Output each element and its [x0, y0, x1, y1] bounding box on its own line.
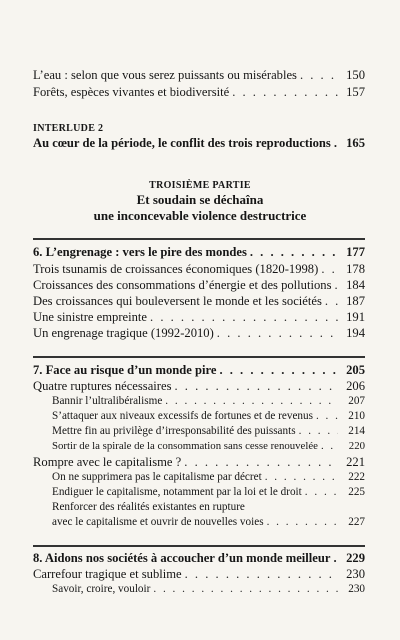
- leader-dots: [219, 363, 338, 378]
- leader-dots: [165, 395, 338, 407]
- entry-page: 229: [346, 551, 365, 565]
- entry-title: Sortir de la spirale de la consommation sans cesse renouvelée: [52, 440, 318, 452]
- toc-subentry: [52, 410, 365, 422]
- leader-dots: [250, 245, 338, 260]
- toc-subentry: [52, 516, 365, 528]
- toc-entry: [33, 310, 365, 325]
- chapter-title: 6. L’engrenage : vers le pire des mondes: [33, 245, 247, 259]
- leader-dots: [300, 68, 338, 83]
- chapter-title: 8. Aidons nos sociétés à accoucher d’un monde meilleur: [33, 551, 331, 565]
- entry-page: 191: [346, 310, 365, 324]
- chapter-title: 7. Face au risque d’un monde pire: [33, 363, 217, 377]
- toc-subentry: [52, 425, 365, 437]
- entry-page: 221: [346, 455, 365, 469]
- entry-title: Trois tsunamis de croissances économiques (1820-1998): [33, 262, 319, 276]
- entry-page: 227: [348, 516, 365, 528]
- part-label: TROISIÈME PARTIE: [149, 180, 251, 191]
- interlude-label: INTERLUDE 2: [33, 123, 104, 134]
- entry-page: 222: [348, 471, 365, 483]
- leader-dots: [316, 410, 338, 422]
- entry-title: Carrefour tragique et sublime: [33, 567, 182, 581]
- entry-page: 225: [348, 486, 365, 498]
- chapter-7-entry: [33, 363, 365, 378]
- leader-dots: [232, 85, 338, 100]
- entry-title: Mettre fin au privilège d’irresponsabilité des puissants: [52, 425, 296, 437]
- entry-page: 157: [346, 85, 365, 99]
- toc-entry: [33, 68, 365, 83]
- toc-subentry: [52, 486, 365, 498]
- entry-title: S’attaquer aux niveaux excessifs de fortunes et de revenus: [52, 410, 313, 422]
- toc-subentry: [52, 395, 365, 407]
- entry-page: 165: [346, 136, 365, 150]
- leader-dots: [265, 471, 338, 483]
- entry-title: Croissances des consommations d’énergie et des pollutions: [33, 278, 332, 292]
- leader-dots: [334, 278, 338, 293]
- leader-dots: [150, 310, 338, 325]
- toc-entry: [33, 294, 365, 309]
- entry-title: On ne supprimera pas le capitalisme par décret: [52, 471, 262, 483]
- entry-page: 194: [346, 326, 365, 340]
- toc-section: [33, 379, 365, 394]
- toc-subentry: [52, 501, 365, 513]
- entry-page: 210: [348, 410, 365, 422]
- leader-dots: [185, 567, 338, 582]
- part-title-line2: une inconcevable violence destructrice: [93, 208, 307, 223]
- toc-entry: [33, 326, 365, 341]
- entry-page: 230: [348, 583, 365, 595]
- entry-title: Savoir, croire, vouloir: [52, 583, 151, 595]
- toc-entry: [33, 262, 365, 277]
- chapter-rule: [33, 545, 365, 547]
- entry-page: 187: [346, 294, 365, 308]
- entry-page: 177: [346, 245, 365, 259]
- toc-entry: [33, 85, 365, 100]
- leader-dots: [217, 326, 338, 341]
- entry-page: 207: [348, 395, 365, 407]
- leader-dots: [325, 294, 338, 309]
- entry-page: 150: [346, 68, 365, 82]
- entry-title: Au cœur de la période, le conflit des trois reproductions: [33, 136, 331, 150]
- toc-section: [33, 455, 365, 470]
- entry-title: Bannir l’ultralibéralisme: [52, 395, 163, 407]
- entry-page: 230: [346, 567, 365, 581]
- toc-section: [33, 567, 365, 582]
- leader-dots: [334, 136, 338, 151]
- leader-dots: [267, 516, 338, 528]
- leader-dots: [305, 486, 338, 498]
- chapter-rule: [33, 238, 365, 240]
- entry-title: Des croissances qui bouleversent le monde et les sociétés: [33, 294, 322, 308]
- entry-title: Rompre avec le capitalisme ?: [33, 455, 182, 469]
- leader-dots: [321, 262, 338, 277]
- entry-title: avec le capitalisme et ouvrir de nouvelles voies: [52, 516, 264, 528]
- chapter-6-entry: [33, 245, 365, 260]
- leader-dots: [174, 379, 338, 394]
- toc-subentry: [52, 471, 365, 483]
- entry-title: Renforcer des réalités existantes en rupture: [52, 501, 245, 513]
- entry-title: Un engrenage tragique (1992-2010): [33, 326, 214, 340]
- toc-subentry: [52, 440, 365, 452]
- entry-title: Quatre ruptures nécessaires: [33, 379, 172, 393]
- entry-page: 206: [346, 379, 365, 393]
- chapter-rule: [33, 356, 365, 358]
- entry-page: 214: [348, 425, 365, 437]
- part-title-line1: Et soudain se déchaîna: [136, 192, 264, 207]
- entry-title: L’eau : selon que vous serez puissants ou misérables: [33, 68, 297, 82]
- chapter-8-entry: [33, 551, 365, 566]
- interlude-entry: [33, 136, 365, 151]
- leader-dots: [153, 583, 338, 595]
- toc-subentry: [52, 583, 365, 595]
- entry-page: 184: [346, 278, 365, 292]
- entry-page: 178: [346, 262, 365, 276]
- entry-title: Forêts, espèces vivantes et biodiversité: [33, 85, 230, 99]
- leader-dots: [333, 551, 338, 566]
- toc-entry: [33, 278, 365, 293]
- leader-dots: [299, 425, 338, 437]
- entry-page: 205: [346, 363, 365, 377]
- leader-dots: [184, 455, 338, 470]
- leader-dots: [321, 440, 338, 452]
- entry-page: 220: [348, 440, 365, 452]
- entry-title: Une sinistre empreinte: [33, 310, 148, 324]
- entry-title: Endiguer le capitalisme, notamment par la loi et le droit: [52, 486, 302, 498]
